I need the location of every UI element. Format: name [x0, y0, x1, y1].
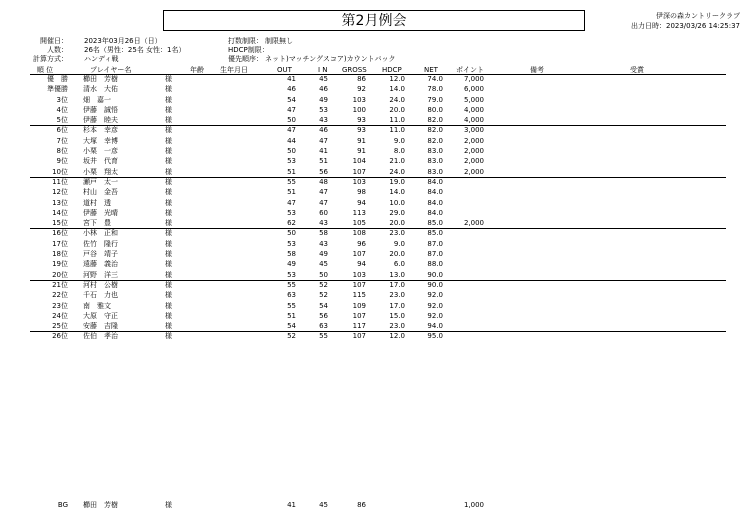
- rank-cell: 24位: [52, 311, 68, 320]
- hdcp-cell: 23.0: [389, 322, 405, 331]
- people-value: 26名（男性：25名 女性：1名）: [84, 46, 186, 54]
- out-cell: 53: [287, 239, 296, 248]
- honorific-cell: 様: [165, 322, 172, 331]
- player-name-cell: 清水 大佑: [83, 85, 118, 94]
- table-row: [30, 312, 726, 322]
- honorific-cell: 様: [165, 280, 172, 289]
- gross-cell: 107: [352, 280, 366, 289]
- out-cell: 51: [287, 167, 296, 176]
- net-cell: 83.0: [427, 157, 443, 166]
- in-cell: 48: [319, 177, 328, 186]
- player-name-cell: 遠藤 義治: [83, 260, 118, 269]
- honorific-cell: 様: [165, 116, 172, 125]
- page-title: 第2月例会: [341, 13, 407, 29]
- in-cell: 50: [319, 270, 328, 279]
- gross-cell: 107: [352, 250, 366, 259]
- point-cell: 2,000: [463, 147, 484, 156]
- gross-cell: 104: [352, 157, 366, 166]
- bg-gross: 86: [357, 501, 366, 509]
- hdcp-limit-label: HDCP制限：: [228, 46, 269, 54]
- bg-out: 41: [287, 501, 296, 509]
- hdcp-cell: 13.0: [389, 270, 405, 279]
- table-row: [30, 178, 726, 188]
- results-table: [30, 66, 726, 343]
- honorific-cell: 様: [165, 260, 172, 269]
- player-name-cell: 大原 守正: [83, 311, 118, 320]
- rank-cell: 9位: [56, 157, 68, 166]
- out-cell: 47: [287, 105, 296, 114]
- col-name: プレイヤー名: [90, 66, 132, 74]
- out-cell: 54: [287, 95, 296, 104]
- table-row: [30, 322, 726, 332]
- net-cell: 88.0: [427, 260, 443, 269]
- net-cell: 80.0: [427, 105, 443, 114]
- player-name-cell: 戸谷 靖子: [83, 250, 118, 259]
- in-cell: 56: [319, 311, 328, 320]
- rank-cell: 3位: [56, 95, 68, 104]
- honorific-cell: 様: [165, 229, 172, 238]
- in-cell: 52: [319, 291, 328, 300]
- net-cell: 92.0: [427, 291, 443, 300]
- rank-cell: 16位: [52, 229, 68, 238]
- hdcp-cell: 17.0: [389, 280, 405, 289]
- point-cell: 4,000: [463, 105, 484, 114]
- honorific-cell: 様: [165, 219, 172, 228]
- limit-value: 制限無し: [265, 37, 293, 45]
- in-cell: 49: [319, 250, 328, 259]
- net-cell: 74.0: [427, 75, 443, 83]
- gross-cell: 115: [352, 291, 366, 300]
- in-cell: 56: [319, 167, 328, 176]
- table-row: [30, 147, 726, 157]
- honorific-cell: 様: [165, 85, 172, 94]
- hdcp-cell: 17.0: [389, 301, 405, 310]
- player-name-cell: 道村 透: [83, 198, 111, 207]
- out-cell: 58: [287, 250, 296, 259]
- hdcp-cell: 14.0: [389, 85, 405, 94]
- rank-cell: 6位: [56, 126, 68, 135]
- club-name: 伊深の森カントリークラブ: [656, 12, 740, 20]
- in-cell: 63: [319, 322, 328, 331]
- in-cell: 51: [319, 157, 328, 166]
- in-cell: 43: [319, 116, 328, 125]
- out-cell: 41: [287, 75, 296, 83]
- title-box: [163, 10, 585, 31]
- honorific-cell: 様: [165, 208, 172, 217]
- col-in: I N: [318, 66, 328, 74]
- rank-cell: 17位: [52, 239, 68, 248]
- honorific-cell: 様: [165, 157, 172, 166]
- bg-name: 櫛田 芳樹: [83, 501, 118, 509]
- player-name-cell: 伊藤 誠悟: [83, 105, 118, 114]
- out-cell: 53: [287, 208, 296, 217]
- point-cell: 2,000: [463, 167, 484, 176]
- net-cell: 85.0: [427, 229, 443, 238]
- point-cell: 3,000: [463, 126, 484, 135]
- in-cell: 41: [319, 147, 328, 156]
- people-label: 人数：: [47, 46, 68, 54]
- rank-cell: 22位: [52, 291, 68, 300]
- date-value: 2023年03月26日（日）: [84, 37, 162, 45]
- rank-cell: 19位: [52, 260, 68, 269]
- honorific-cell: 様: [165, 167, 172, 176]
- rank-cell: 7位: [56, 136, 68, 145]
- table-row: [30, 271, 726, 281]
- gross-cell: 93: [357, 116, 366, 125]
- net-cell: 92.0: [427, 301, 443, 310]
- table-row: [30, 260, 726, 270]
- table-row: [30, 106, 726, 116]
- player-name-cell: 大塚 幸博: [83, 136, 118, 145]
- rank-cell: 12位: [52, 188, 68, 197]
- in-cell: 45: [319, 260, 328, 269]
- out-cell: 51: [287, 311, 296, 320]
- net-cell: 85.0: [427, 219, 443, 228]
- out-cell: 49: [287, 260, 296, 269]
- player-name-cell: 小林 正和: [83, 229, 118, 238]
- rank-cell: 8位: [56, 147, 68, 156]
- rank-cell: 優 勝: [47, 75, 68, 83]
- net-cell: 87.0: [427, 250, 443, 259]
- gross-cell: 94: [357, 198, 366, 207]
- table-row: [30, 250, 726, 260]
- point-cell: 2,000: [463, 157, 484, 166]
- honorific-cell: 様: [165, 105, 172, 114]
- gross-cell: 96: [357, 239, 366, 248]
- net-cell: 83.0: [427, 147, 443, 156]
- net-cell: 90.0: [427, 280, 443, 289]
- bg-honorific: 様: [165, 501, 172, 509]
- method-label: 計算方式：: [33, 55, 68, 63]
- net-cell: 78.0: [427, 85, 443, 94]
- honorific-cell: 様: [165, 291, 172, 300]
- gross-cell: 113: [352, 208, 366, 217]
- player-name-cell: 河村 公樹: [83, 280, 118, 289]
- out-cell: 52: [287, 332, 296, 341]
- out-cell: 44: [287, 136, 296, 145]
- player-name-cell: 河野 洋三: [83, 270, 118, 279]
- gross-cell: 108: [352, 229, 366, 238]
- col-prize: 受賞: [630, 66, 644, 74]
- table-row: [30, 96, 726, 106]
- gross-cell: 107: [352, 167, 366, 176]
- out-cell: 46: [287, 85, 296, 94]
- out-cell: 62: [287, 219, 296, 228]
- honorific-cell: 様: [165, 301, 172, 310]
- gross-cell: 107: [352, 311, 366, 320]
- honorific-cell: 様: [165, 147, 172, 156]
- table-row: [30, 75, 726, 85]
- priority-value: ネット)マッチングスコア)カウントバック: [265, 55, 396, 63]
- hdcp-cell: 21.0: [389, 157, 405, 166]
- limit-label: 打数制限：: [228, 37, 263, 45]
- honorific-cell: 様: [165, 250, 172, 259]
- gross-cell: 93: [357, 126, 366, 135]
- hdcp-cell: 11.0: [389, 116, 405, 125]
- out-cell: 55: [287, 301, 296, 310]
- bg-in: 45: [319, 501, 328, 509]
- col-out: OUT: [277, 66, 292, 74]
- bg-point: 1,000: [463, 501, 484, 509]
- table-row: [30, 85, 726, 95]
- table-row: [30, 188, 726, 198]
- table-row: [30, 137, 726, 147]
- col-net: NET: [424, 66, 438, 74]
- out-cell: 53: [287, 157, 296, 166]
- out-cell: 50: [287, 116, 296, 125]
- net-cell: 94.0: [427, 322, 443, 331]
- player-name-cell: 瀬戸 太一: [83, 177, 118, 186]
- hdcp-cell: 12.0: [389, 332, 405, 341]
- in-cell: 60: [319, 208, 328, 217]
- honorific-cell: 様: [165, 332, 172, 341]
- rank-cell: 21位: [52, 280, 68, 289]
- col-birth: 生年月日: [220, 66, 248, 74]
- honorific-cell: 様: [165, 95, 172, 104]
- point-cell: 4,000: [463, 116, 484, 125]
- point-cell: 2,000: [463, 219, 484, 228]
- net-cell: 84.0: [427, 177, 443, 186]
- out-cell: 50: [287, 229, 296, 238]
- rank-cell: 25位: [52, 322, 68, 331]
- table-row: [30, 229, 726, 239]
- out-cell: 54: [287, 322, 296, 331]
- gross-cell: 91: [357, 136, 366, 145]
- net-cell: 79.0: [427, 95, 443, 104]
- table-row: [30, 157, 726, 167]
- print-date: 出力日時：2023/03/26 14:25:37: [630, 22, 740, 30]
- rank-cell: 15位: [52, 219, 68, 228]
- table-row: [30, 126, 726, 136]
- player-name-cell: 佐伯 孝治: [83, 332, 118, 341]
- player-name-cell: 坂井 代育: [83, 157, 118, 166]
- player-name-cell: 村山 金吾: [83, 188, 118, 197]
- honorific-cell: 様: [165, 239, 172, 248]
- point-cell: 5,000: [463, 95, 484, 104]
- gross-cell: 92: [357, 85, 366, 94]
- in-cell: 43: [319, 239, 328, 248]
- table-header: [30, 66, 726, 75]
- rank-cell: 13位: [52, 198, 68, 207]
- player-name-cell: 伊藤 睦夫: [83, 116, 118, 125]
- out-cell: 55: [287, 177, 296, 186]
- out-cell: 55: [287, 280, 296, 289]
- gross-cell: 91: [357, 147, 366, 156]
- method-value: ハンディ戦: [84, 55, 119, 63]
- table-row: [30, 116, 726, 126]
- rank-cell: 20位: [52, 270, 68, 279]
- col-age: 年齢: [190, 66, 204, 74]
- gross-cell: 98: [357, 188, 366, 197]
- net-cell: 95.0: [427, 332, 443, 341]
- in-cell: 46: [319, 126, 328, 135]
- in-cell: 54: [319, 301, 328, 310]
- gross-cell: 86: [357, 75, 366, 83]
- in-cell: 55: [319, 332, 328, 341]
- rank-cell: 18位: [52, 250, 68, 259]
- in-cell: 47: [319, 188, 328, 197]
- bg-rank: BG: [57, 501, 68, 509]
- out-cell: 63: [287, 291, 296, 300]
- hdcp-cell: 23.0: [389, 291, 405, 300]
- gross-cell: 103: [352, 95, 366, 104]
- point-cell: 7,000: [463, 75, 484, 83]
- gross-cell: 94: [357, 260, 366, 269]
- hdcp-cell: 14.0: [389, 188, 405, 197]
- table-row: [30, 302, 726, 312]
- rank-cell: 11位: [52, 177, 68, 186]
- out-cell: 50: [287, 147, 296, 156]
- net-cell: 82.0: [427, 116, 443, 125]
- rank-cell: 5位: [56, 116, 68, 125]
- rank-cell: 23位: [52, 301, 68, 310]
- player-name-cell: 櫛田 芳樹: [83, 75, 118, 83]
- col-gross: GROSS: [342, 66, 367, 74]
- hdcp-cell: 29.0: [389, 208, 405, 217]
- net-cell: 87.0: [427, 239, 443, 248]
- rank-cell: 準優勝: [47, 85, 68, 94]
- table-row: [30, 281, 726, 291]
- hdcp-cell: 20.0: [389, 219, 405, 228]
- hdcp-cell: 19.0: [389, 177, 405, 186]
- out-cell: 51: [287, 188, 296, 197]
- gross-cell: 117: [352, 322, 366, 331]
- in-cell: 47: [319, 136, 328, 145]
- point-cell: 2,000: [463, 136, 484, 145]
- hdcp-cell: 12.0: [389, 75, 405, 83]
- player-name-cell: 畑 嘉一: [83, 95, 111, 104]
- rank-cell: 26位: [52, 332, 68, 341]
- point-cell: 6,000: [463, 85, 484, 94]
- hdcp-cell: 20.0: [389, 250, 405, 259]
- player-name-cell: 小栗 一彦: [83, 147, 118, 156]
- net-cell: 84.0: [427, 208, 443, 217]
- hdcp-cell: 11.0: [389, 126, 405, 135]
- player-name-cell: 南 雅文: [83, 301, 111, 310]
- hdcp-cell: 23.0: [389, 229, 405, 238]
- player-name-cell: 杉本 幸彦: [83, 126, 118, 135]
- player-name-cell: 小栗 翔太: [83, 167, 118, 176]
- table-row: [30, 332, 726, 342]
- honorific-cell: 様: [165, 136, 172, 145]
- in-cell: 43: [319, 219, 328, 228]
- col-note: 備考: [530, 66, 544, 74]
- hdcp-cell: 20.0: [389, 105, 405, 114]
- hdcp-cell: 10.0: [389, 198, 405, 207]
- bg-row: [30, 501, 726, 511]
- player-name-cell: 安藤 吉隆: [83, 322, 118, 331]
- hdcp-cell: 24.0: [389, 95, 405, 104]
- col-point: ポイント: [456, 66, 484, 74]
- in-cell: 58: [319, 229, 328, 238]
- net-cell: 90.0: [427, 270, 443, 279]
- player-name-cell: 伊藤 光晴: [83, 208, 118, 217]
- honorific-cell: 様: [165, 188, 172, 197]
- gross-cell: 103: [352, 177, 366, 186]
- player-name-cell: 佐竹 隆行: [83, 239, 118, 248]
- hdcp-cell: 15.0: [389, 311, 405, 320]
- net-cell: 92.0: [427, 311, 443, 320]
- table-row: [30, 219, 726, 229]
- out-cell: 47: [287, 126, 296, 135]
- table-row: [30, 199, 726, 209]
- honorific-cell: 様: [165, 75, 172, 83]
- net-cell: 82.0: [427, 126, 443, 135]
- hdcp-cell: 9.0: [393, 136, 405, 145]
- col-hdcp: HDCP: [382, 66, 402, 74]
- in-cell: 45: [319, 75, 328, 83]
- rank-cell: 4位: [56, 105, 68, 114]
- out-cell: 47: [287, 198, 296, 207]
- in-cell: 46: [319, 85, 328, 94]
- date-label: 開催日：: [40, 37, 68, 45]
- rank-cell: 14位: [52, 208, 68, 217]
- in-cell: 47: [319, 198, 328, 207]
- net-cell: 83.0: [427, 167, 443, 176]
- rank-cell: 10位: [52, 167, 68, 176]
- honorific-cell: 様: [165, 177, 172, 186]
- net-cell: 84.0: [427, 198, 443, 207]
- table-body: [30, 75, 726, 343]
- hdcp-cell: 8.0: [393, 147, 405, 156]
- gross-cell: 103: [352, 270, 366, 279]
- honorific-cell: 様: [165, 311, 172, 320]
- net-cell: 84.0: [427, 188, 443, 197]
- gross-cell: 105: [352, 219, 366, 228]
- hdcp-cell: 9.0: [393, 239, 405, 248]
- col-rank: 順 位: [36, 66, 54, 74]
- honorific-cell: 様: [165, 270, 172, 279]
- in-cell: 49: [319, 95, 328, 104]
- honorific-cell: 様: [165, 126, 172, 135]
- gross-cell: 107: [352, 332, 366, 341]
- hdcp-cell: 24.0: [389, 167, 405, 176]
- table-row: [30, 240, 726, 250]
- table-row: [30, 168, 726, 178]
- out-cell: 53: [287, 270, 296, 279]
- gross-cell: 109: [352, 301, 366, 310]
- player-name-cell: 宮下 豊: [83, 219, 111, 228]
- in-cell: 52: [319, 280, 328, 289]
- in-cell: 53: [319, 105, 328, 114]
- table-row: [30, 291, 726, 301]
- net-cell: 82.0: [427, 136, 443, 145]
- hdcp-cell: 6.0: [393, 260, 405, 269]
- honorific-cell: 様: [165, 198, 172, 207]
- priority-label: 優先順序：: [228, 55, 263, 63]
- gross-cell: 100: [352, 105, 366, 114]
- table-row: [30, 209, 726, 219]
- player-name-cell: 千石 力也: [83, 291, 118, 300]
